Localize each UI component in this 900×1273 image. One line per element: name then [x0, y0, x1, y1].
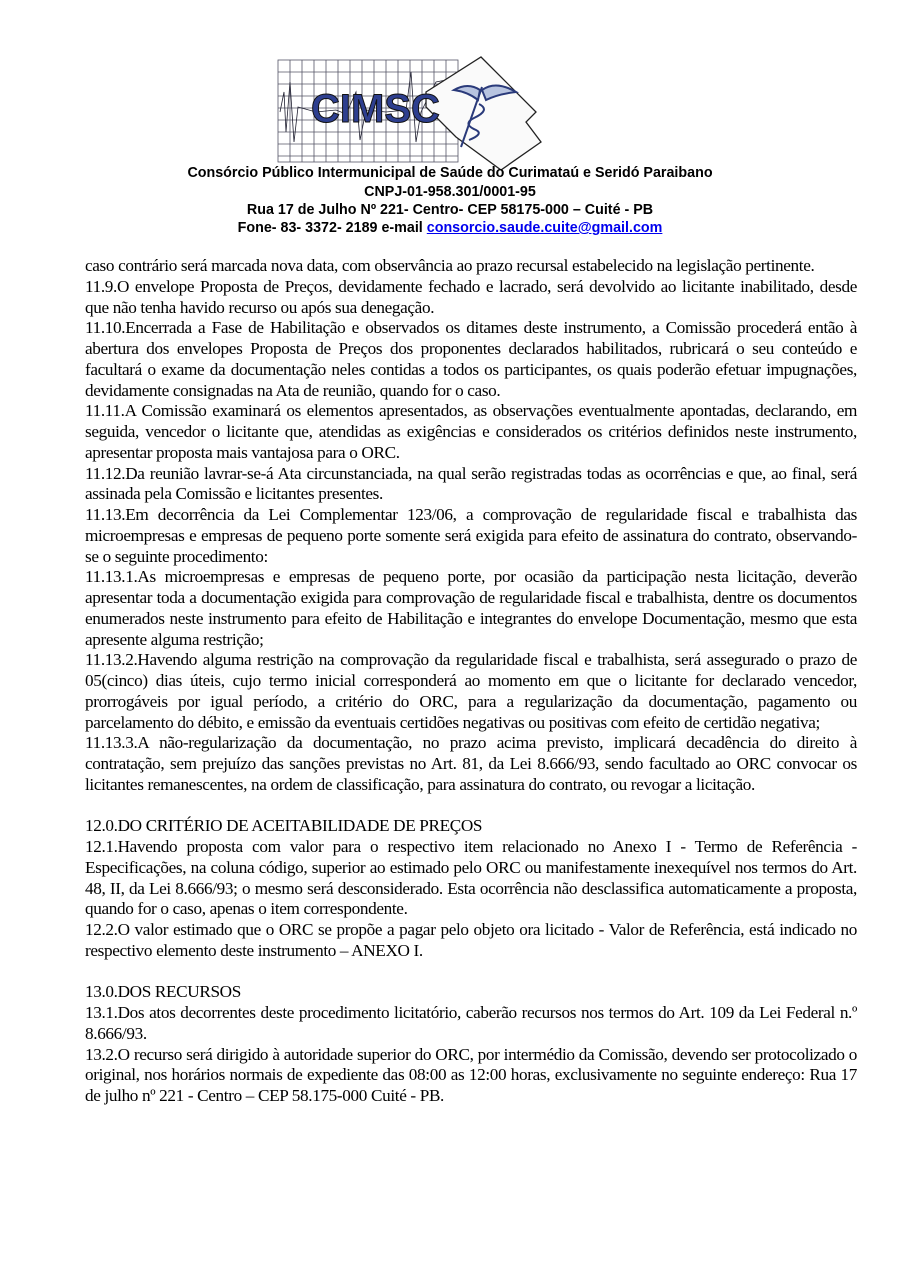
- cimsc-logo: [276, 52, 548, 170]
- org-cnpj: CNPJ-01-958.301/0001-95: [364, 184, 536, 200]
- org-phone: Fone- 83- 3372- 2189 e-mail: [237, 220, 427, 236]
- paragraph: 11.12.Da reunião lavrar-se-á Ata circunstanciada, na qual serão registradas todas as ocorrências e que, ao final, será assinada pela Comissão e licitantes presentes.: [85, 463, 857, 504]
- paragraph: 13.1.Dos atos decorrentes deste procedimento licitatório, caberão recursos nos termos do Art. 109 da Lei Federal n.º 8.666/93.: [85, 1003, 857, 1043]
- paragraph: 11.13.2.Havendo alguma restrição na comprovação da regularidade fiscal e trabalhista, será assegurado o prazo de 05(cinco) dias úteis, cujo termo inicial corresponderá ao momento em que o licitante for declarado vencedor, prorrogáveis por igual período, a critério do ORC, para a regularização da documentação, pagamento ou parcelamento do débito, e emissão da eventuais certidões negativas ou positivas com efeito de certidão negativa;: [85, 650, 857, 732]
- logo-text: CIMSC: [311, 87, 440, 131]
- section-heading: 12.0.DO CRITÉRIO DE ACEITABILIDADE DE PREÇOS: [85, 816, 483, 836]
- logo-graphic: [276, 52, 548, 170]
- section-heading: 13.0.DOS RECURSOS: [85, 982, 241, 1002]
- paragraph: caso contrário será marcada nova data, com observância ao prazo recursal estabelecido na legislação pertinente.: [85, 256, 815, 275]
- paragraph: 12.2.O valor estimado que o ORC se propõe a pagar pelo objeto ora licitado - Valor de Referência, está indicado no respectivo elemento deste instrumento – ANEXO I.: [85, 920, 857, 960]
- paragraph: 11.13.Em decorrência da Lei Complementar 123/06, a comprovação de regularidade fiscal e trabalhista das microempresas e empresas de pequeno porte somente será exigida para efeito de assinatura do contrato, observando-se o seguinte procedimento:: [85, 505, 857, 566]
- org-address: Rua 17 de Julho Nº 221- Centro- CEP 58175-000 – Cuité - PB: [246, 202, 654, 218]
- org-contact: [0, 219, 900, 238]
- paragraph: 11.10.Encerrada a Fase de Habilitação e observados os ditames deste instrumento, a Comissão procederá então à abertura dos envelopes Proposta de Preços dos proponentes declarados habilitados, rubricará o seu conteúdo e facultará o exame da documentação neles contidas a todos os participantes, os quais poderão efetuar impugnações, devidamente consignadas na Ata de reunião, quando for o caso.: [85, 318, 857, 400]
- paragraph: 11.13.1.As microempresas e empresas de pequeno porte, por ocasião da participação nesta licitação, deverão apresentar toda a documentação exigida para comprovação de regularidade fiscal e trabalhista, dentre os documentos enumerados neste instrumento para efeito de Habilitação e integrantes do envelope Documentação, mesmo que esta apresente alguma restrição;: [85, 567, 857, 649]
- email-link[interactable]: consorcio.saude.cuite@gmail.com: [426, 220, 663, 236]
- paragraph: 12.1.Havendo proposta com valor para o respectivo item relacionado no Anexo I - Termo de Referência - Especificações, na coluna código, superior ao estimado pelo ORC ou manifestamente inexequível nos termos do Art. 48, II, da Lei 8.666/93; o mesmo será desconsiderado. Esta ocorrência não desclassifica automaticamente a proposta, quando for o caso, apenas o item correspondente.: [85, 837, 857, 919]
- paragraph: 11.9.O envelope Proposta de Preços, devidamente fechado e lacrado, será devolvido ao licitante inabilitado, desde que não tenha havido recurso ou após sua denegação.: [85, 276, 857, 317]
- paragraph: 13.2.O recurso será dirigido à autoridade superior do ORC, por intermédio da Comissão, devendo ser protocolizado o original, nos horários normais de expediente das 08:00 as 12:00 horas, exclusivamente no seguinte endereço: Rua 17 de julho nº 221 - Centro – CEP 58.175-000 Cuité - PB.: [85, 1044, 857, 1105]
- document-body: [85, 256, 857, 1107]
- paragraph: 11.13.3.A não-regularização da documentação, no prazo acima previsto, implicará decadência do direito à contratação, sem prejuízo das sanções previstas no Art. 81, da Lei 8.666/93, sendo facultado ao ORC convocar os licitantes remanescentes, na ordem de classificação, para assinatura do contrato, ou revogar a licitação.: [85, 733, 857, 794]
- org-name: Consórcio Público Intermunicipal de Saúde do Curimataú e Seridó Paraibano: [187, 165, 713, 181]
- paragraph: 11.11.A Comissão examinará os elementos apresentados, as observações eventualmente apontadas, declarando, em seguida, vencedor o licitante que, atendidas as exigências e considerados os critérios definidos neste instrumento, apresentar proposta mais vantajosa para o ORC.: [85, 401, 857, 462]
